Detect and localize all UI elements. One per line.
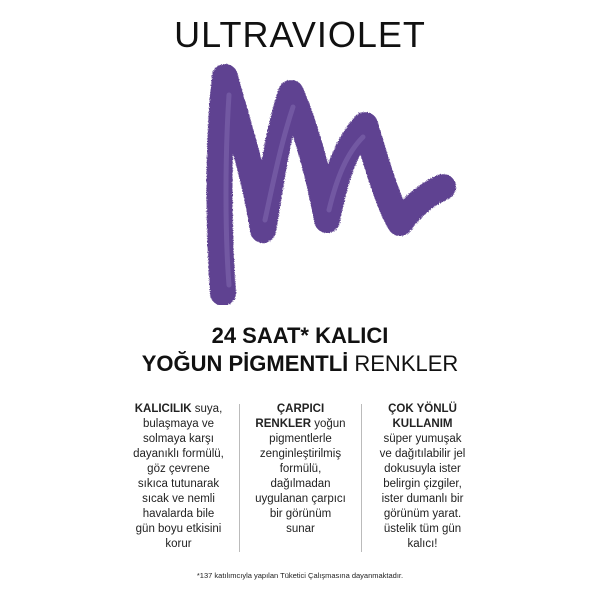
headline-line1: 24 SAAT* KALICI [211,323,389,348]
feature-text: dağılmadan [270,478,331,490]
feature-column-longevity [118,402,239,552]
feature-text: havalarda bile [142,508,215,520]
feature-text: suya, [194,403,223,415]
headline-line2 [0,350,600,378]
feature-column-color [240,402,361,552]
feature-heading: KULLANIM [392,418,453,430]
feature-text: sıcak ve nemli [142,493,215,505]
feature-text: görünüm yarat. [383,508,462,520]
footnote: *137 katılımcıyla yapılan Tüketici Çalışmasına dayanmaktadır. [196,571,404,580]
feature-text: solmaya karşı [143,433,214,445]
feature-column-versatility [362,402,483,552]
feature-text: belirgin çizgiler, [383,478,462,490]
feature-heading: KALICILIK [134,403,192,415]
feature-text: dokusuyla ister [384,463,461,475]
feature-text: bulaşmaya ve [143,418,214,430]
feature-text: kalıcı! [407,538,438,550]
feature-text: bir görünüm [269,508,332,520]
feature-text: üstelik tüm gün [383,523,462,535]
feature-text: pigmentlerle [269,433,332,445]
feature-text: dayanıklı formülü, [133,448,224,460]
feature-text: ve dağıtılabilir jel [379,448,466,460]
feature-heading: RENKLER [255,418,312,430]
headline-line2-bold: YOĞUN PİGMENTLİ [141,351,349,376]
feature-text: sunar [286,523,315,535]
headline-line2-light: RENKLER [354,351,459,376]
feature-text: göz çevrene [147,463,210,475]
feature-text: gün boyu etkisini [135,523,222,535]
feature-columns [118,402,483,552]
feature-heading: ÇOK YÖNLÜ [388,403,457,415]
feature-text: süper yumuşak [383,433,462,445]
feature-text: ister dumanlı bir [381,493,464,505]
feature-text: sıkıca tutunarak [137,478,220,490]
feature-text: formülü, [279,463,322,475]
product-title: ULTRAVIOLET [174,14,426,55]
swatch-stroke-path [220,77,444,293]
color-swatch-stroke [195,55,465,305]
headline [0,322,600,378]
feature-text: uygulanan çarpıcı [255,493,346,505]
feature-heading: ÇARPICI [276,403,325,415]
feature-text: zenginleştirilmiş [259,448,342,460]
feature-text: yoğun [314,418,346,430]
feature-text: korur [165,538,192,550]
